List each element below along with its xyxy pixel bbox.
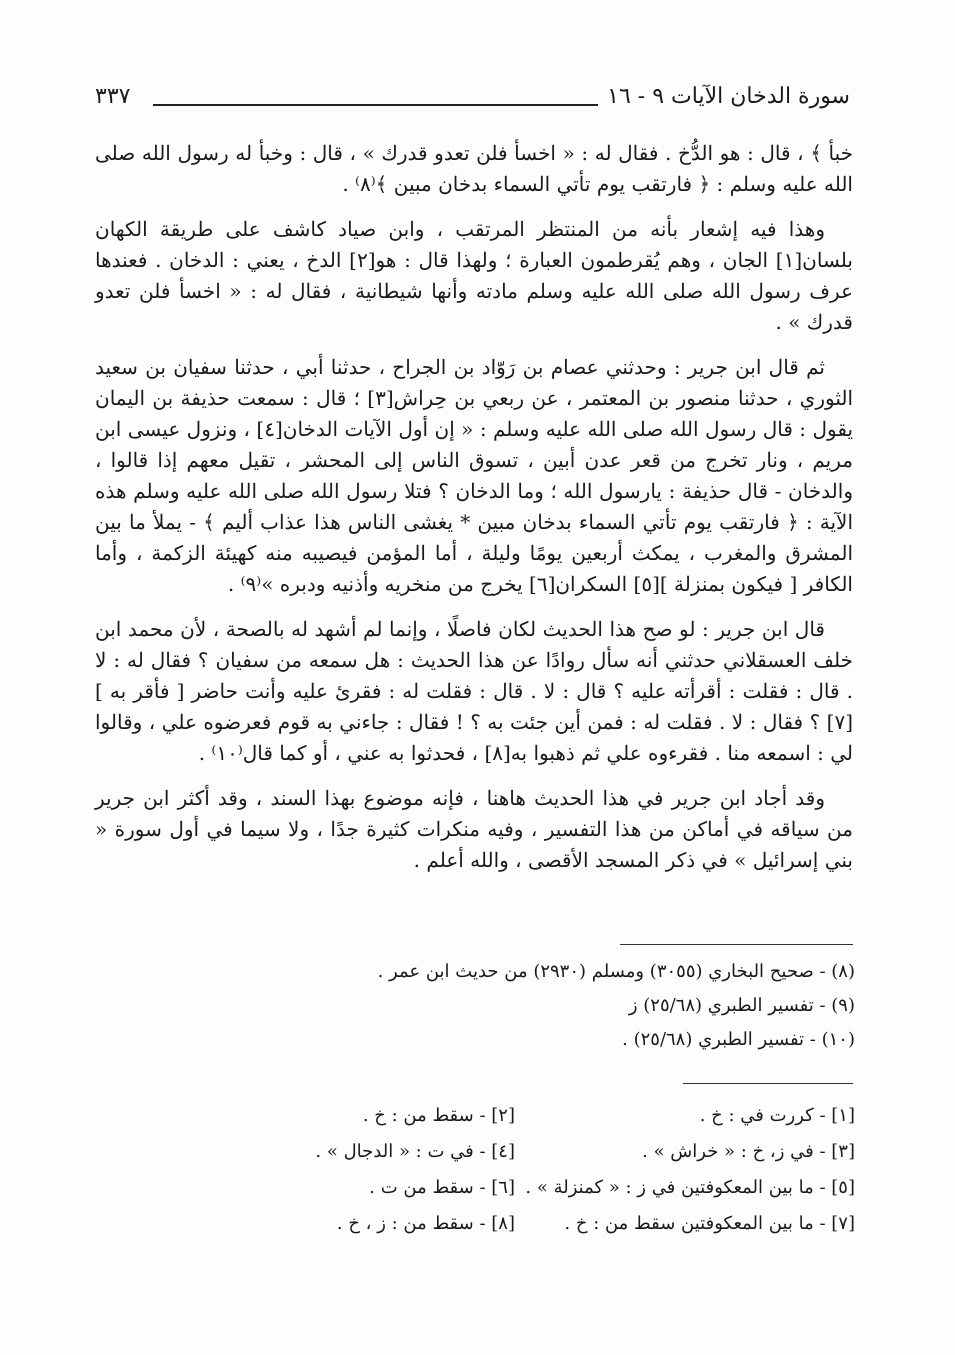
paragraph: خبأ ﴾ ، قال : هو الدُّخ . فقال له : « اخسأ فلن تعدو قدرك » ، قال : وخبأ له رسول الله صلى الله عليه وسلم : ﴿ فارتقب يوم تأتي السماء بدخان مبين ﴾⁽٨⁾ . (95, 141, 853, 196)
paragraph: وهذا فيه إشعار بأنه من المنتظر المرتقب ، وابن صياد كاشف على طريقة الكهان بلسان[١] الجان ، وهم يُقرطمون العبارة ؛ ولهذا قال : هو[٢] الدخ ، يعني : الدخان . فعندها عرف رسول الله صلى الله عليه وسلم مادته وأنها شيطانية ، فقال له : « اخسأ فلن تعدو قدرك » . (95, 217, 853, 334)
page-number: ٣٣٧ (95, 84, 131, 109)
variant-notes-divider (683, 1083, 853, 1084)
footnote: (٨) - صحيح البخاري (٣٠٥٥) ومسلم (٢٩٣٠) من حديث ابن عمر . (377, 961, 855, 982)
variant-note: [٧] - ما بين المعكوفتين سقط من : خ . (564, 1213, 855, 1234)
running-header (95, 84, 850, 124)
variant-note: [١] - كررت في : خ . (699, 1105, 855, 1126)
variant-note: [٦] - سقط من ت . (369, 1177, 515, 1198)
paragraph: ثم قال ابن جرير : وحدثني عصام بن رَوّاد بن الجراح ، حدثنا أبي ، حدثنا سفيان بن سعيد الثوري ، حدثنا منصور بن المعتمر ، عن ربعي بن حِراش[٣] ؛ قال : سمعت حذيفة بن اليمان يقول : قال رسول الله صلى الله عليه وسلم : « إن أول الآيات الدخان[٤] ، ونزول عيسى ابن مريم ، ونار تخرج من قعر عدن أبين ، تسوق الناس إلى المحشر ، تقيل معهم إذا قالوا ، والدخان - قال حذيفة : يارسول الله ؛ وما الدخان ؟ فتلا رسول الله صلى الله عليه وسلم هذه الآية : ﴿ فارتقب يوم تأتي السماء بدخان مبين * يغشى الناس هذا عذاب أليم ﴾ - يملأ ما بين المشرق والمغرب ، يمكث أربعين يومًا وليلة ، أما المؤمن فيصيبه منه كهيئة الزكمة ، وأما الكافر [ فيكون بمنزلة ][٥] السكران[٦] يخرج من منخريه وأذنيه ودبره »⁽٩⁾ . (95, 355, 854, 596)
chapter-title: سورة الدخان الآيات ٩ - ١٦ (607, 84, 850, 109)
footnote: (٩) - تفسير الطبري (٢٥/٦٨) ز (628, 995, 855, 1016)
header-rule (153, 104, 598, 106)
variant-note: [٢] - سقط من : خ . (362, 1105, 515, 1126)
variant-note: [٣] - في ز، خ : « خراش » . (642, 1141, 855, 1162)
main-text (95, 138, 853, 890)
variant-note: [٥] - ما بين المعكوفتين في ز : « كمنزلة » . (525, 1177, 855, 1198)
variant-note: [٤] - في ت : « الدجال » . (315, 1141, 515, 1162)
footnote-divider (620, 944, 853, 945)
footnote: (١٠) - تفسير الطبري (٢٥/٦٨) . (622, 1029, 855, 1050)
paragraph: قال ابن جرير : لو صح هذا الحديث لكان فاصلًا ، وإنما لم أشهد له بالصحة ، لأن محمد ابن خلف العسقلاني حدثني أنه سأل روادًا عن هذا الحديث : هل سمعه من سفيان ؟ فقال له : لا . قال : فقلت : أقرأته عليه ؟ قال : لا . قال : فقلت له : فقرئ عليه وأنت حاضر [ فأقر به ][٧] ؟ فقال : لا . فقلت له : فمن أين جئت به ؟ ! فقال : جاءني به قوم فعرضوه علي ، وقالوا لي : اسمعه منا . فقرءوه علي ثم ذهبوا به[٨] ، فحدثوا به عني ، أو كما قال⁽١٠⁾ . (95, 617, 853, 765)
variant-note: [٨] - سقط من : ز ، خ . (336, 1213, 515, 1234)
paragraph: وقد أجاد ابن جرير في هذا الحديث هاهنا ، فإنه موضوع بهذا السند ، وقد أكثر ابن جرير من سياقه في أماكن من هذا التفسير ، وفيه منكرات كثيرة جدًا ، ولا سيما في أول سورة « بني إسرائيل » في ذكر المسجد الأقصى ، والله أعلم . (95, 786, 853, 872)
footnotes (360, 955, 855, 1057)
variant-notes (215, 1098, 855, 1242)
